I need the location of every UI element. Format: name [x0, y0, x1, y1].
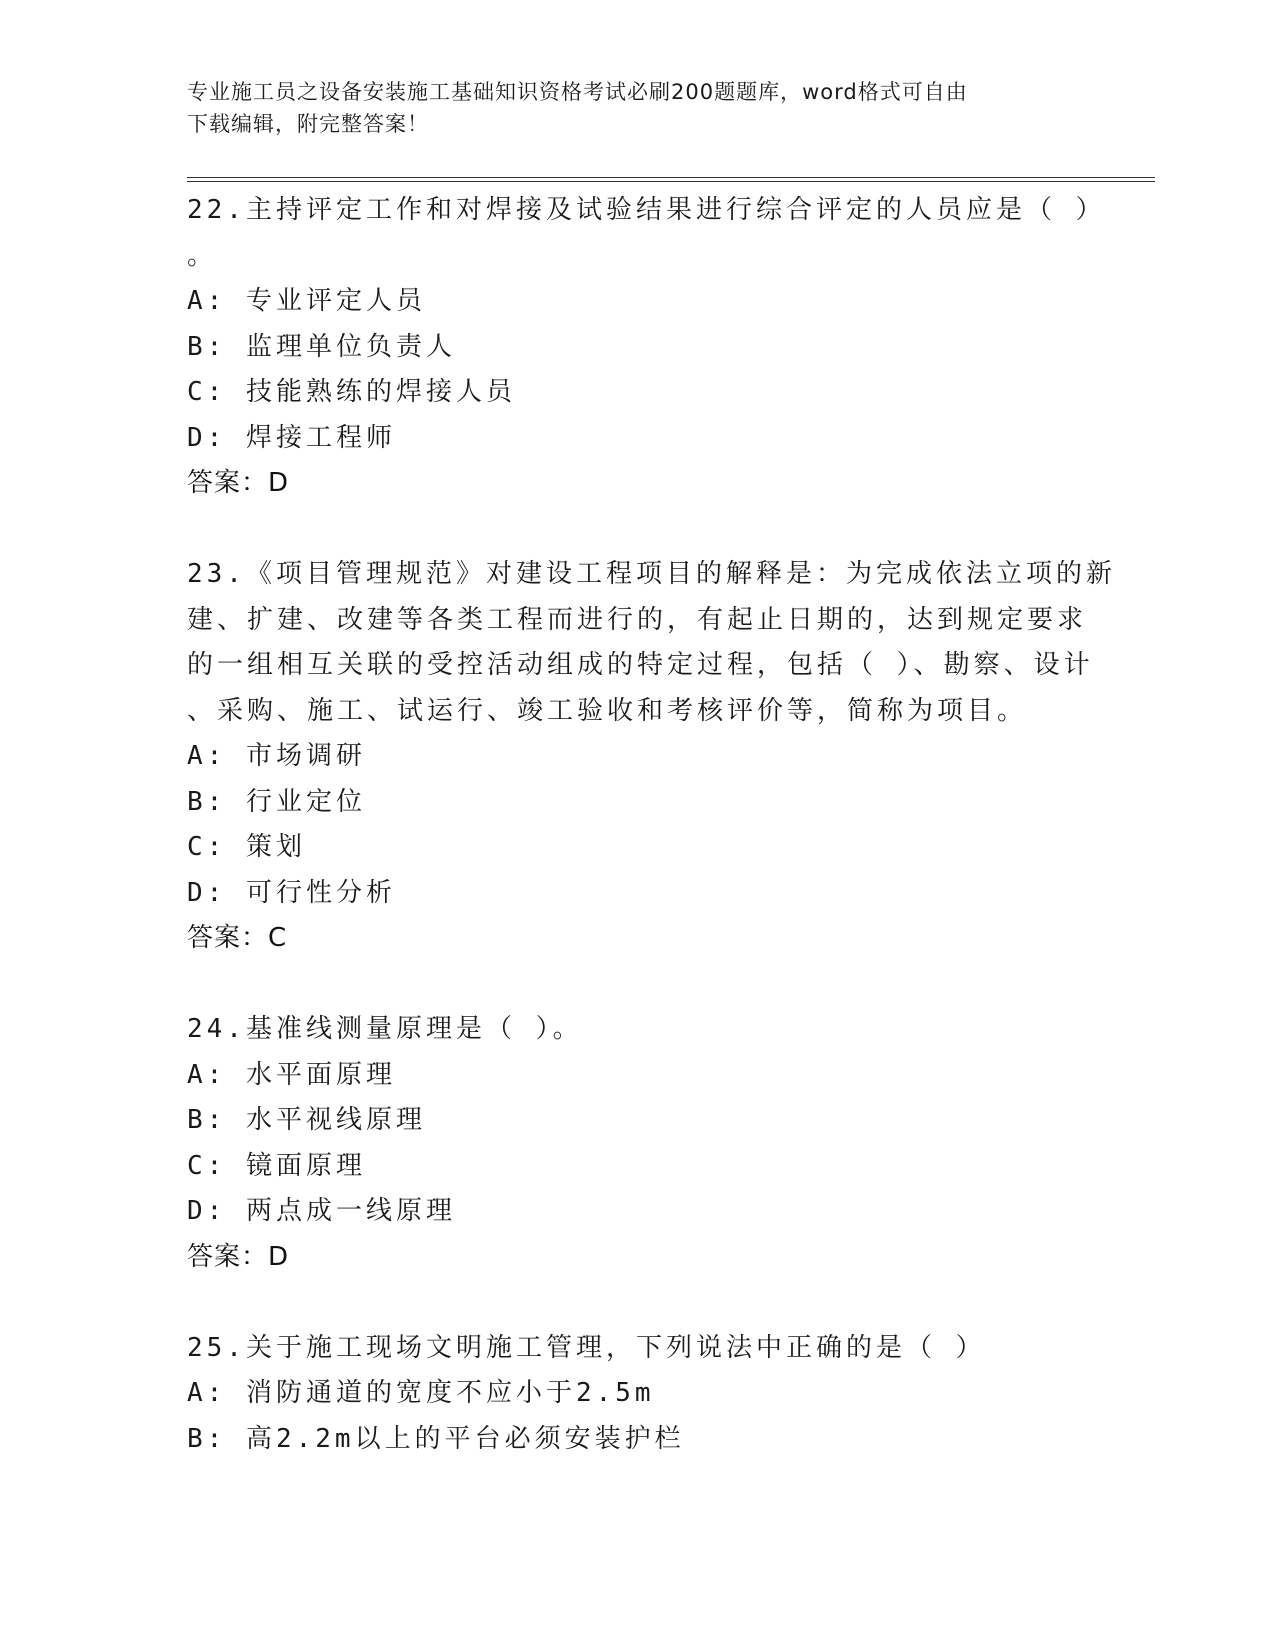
option-a: A: 市场调研 [187, 741, 366, 771]
option-b: B: 高2.2m以上的平台必须安装护栏 [187, 1423, 685, 1454]
option-c: C: 镜面原理 [187, 1150, 366, 1181]
question-text-line: 24.基准线测量原理是（ ）。 [187, 1014, 583, 1044]
option-a: A: 消防通道的宽度不应小于2.5m [187, 1378, 655, 1408]
option-a: A: 水平面原理 [187, 1059, 396, 1090]
question-text-line: 的一组相互关联的受控活动组成的特定过程，包括（ ）、勘察、设计 [187, 650, 1094, 680]
option-b: B: 监理单位负责人 [187, 331, 456, 362]
header-line-2: 下载编辑，附完整答案！ [187, 112, 429, 136]
question-text-line: 、采购、施工、试运行、竣工验收和考核评价等，简称为项目。 [187, 695, 1028, 726]
option-d: D: 两点成一线原理 [187, 1196, 456, 1226]
question-text-line: 。 [187, 240, 218, 271]
spacer [187, 962, 1087, 1008]
question-24 [187, 1007, 1087, 1280]
option-b: B: 行业定位 [187, 786, 366, 817]
spacer [187, 1280, 1087, 1326]
question-23 [187, 552, 1116, 962]
question-list [187, 188, 1116, 1462]
option-a: A: 专业评定人员 [187, 286, 426, 316]
option-d: D: 焊接工程师 [187, 422, 396, 453]
answer-text: 答案：D [187, 468, 290, 498]
question-text-line: 22.主持评定工作和对焊接及试验结果进行综合评定的人员应是（ ） [187, 195, 1106, 225]
question-text-line: 23.《项目管理规范》对建设工程项目的解释是：为完成依法立项的新 [187, 559, 1116, 589]
option-c: C: 策划 [187, 832, 306, 862]
question-text-line: 25.关于施工现场文明施工管理，下列说法中正确的是（ ） [187, 1332, 986, 1363]
answer-text: 答案：C [187, 923, 288, 953]
option-d: D: 可行性分析 [187, 877, 396, 908]
spacer [187, 507, 1087, 553]
answer-text: 答案：D [187, 1241, 290, 1272]
option-c: C: 技能熟练的焊接人员 [187, 377, 516, 407]
option-b: B: 水平视线原理 [187, 1105, 426, 1135]
document-header [187, 76, 1067, 140]
question-25 [187, 1326, 1087, 1463]
question-text-line: 建、扩建、改建等各类工程而进行的，有起止日期的，达到规定要求 [187, 604, 1088, 635]
header-line-1: 专业施工员之设备安装施工基础知识资格考试必刷200题题库，word格式可自由 [187, 80, 968, 104]
question-22 [187, 188, 1106, 507]
header-divider [187, 177, 1155, 182]
